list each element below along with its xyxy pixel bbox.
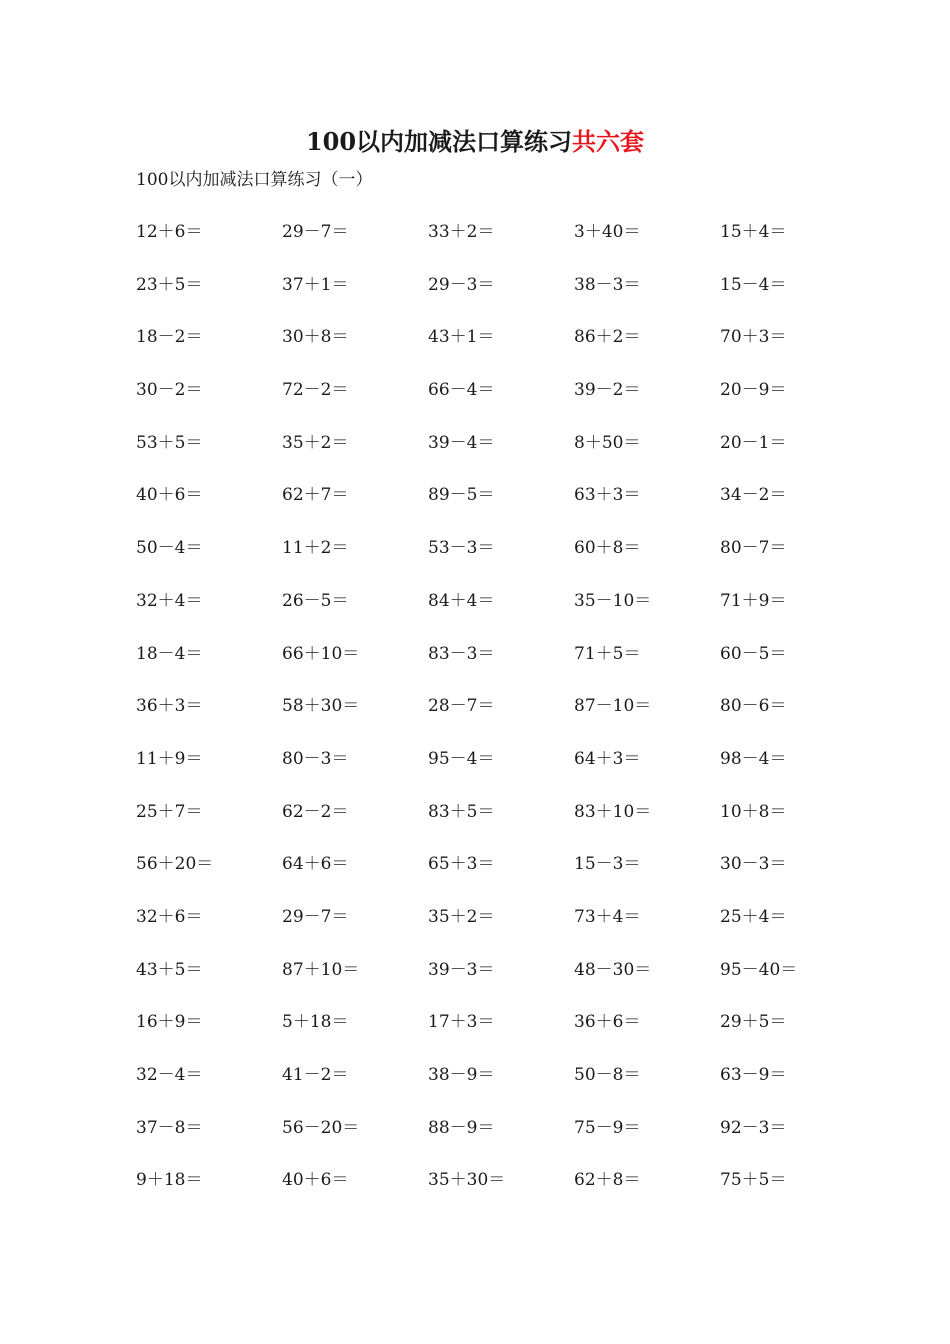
arithmetic-problem: 60＋8＝ (574, 538, 641, 559)
section-title: 100以内加减法口算练习（一） (136, 170, 373, 190)
arithmetic-problem: 25＋7＝ (136, 801, 203, 822)
arithmetic-problem: 25＋4＝ (720, 906, 787, 927)
arithmetic-problem: 38－9＝ (428, 1065, 495, 1085)
arithmetic-problem: 35＋2＝ (428, 906, 495, 927)
arithmetic-problem: 15＋4＝ (720, 222, 787, 242)
arithmetic-problem: 56－20＝ (282, 1117, 360, 1138)
arithmetic-problem: 30＋8＝ (282, 327, 349, 348)
arithmetic-problem: 83＋5＝ (428, 801, 495, 822)
arithmetic-problem: 35＋2＝ (282, 432, 349, 453)
arithmetic-problem: 36＋3＝ (136, 696, 203, 717)
arithmetic-problem: 29－7＝ (282, 222, 349, 242)
arithmetic-problem: 63－9＝ (720, 1065, 787, 1085)
arithmetic-problem: 32＋6＝ (136, 906, 203, 927)
arithmetic-problem: 39－3＝ (428, 959, 495, 980)
arithmetic-problem: 12＋6＝ (136, 222, 203, 242)
arithmetic-problem: 5＋18＝ (282, 1012, 349, 1033)
arithmetic-problem: 63＋3＝ (574, 485, 641, 506)
arithmetic-problem: 64＋6＝ (282, 854, 349, 875)
arithmetic-problem: 20－9＝ (720, 380, 787, 401)
arithmetic-problem: 87＋10＝ (282, 959, 360, 980)
arithmetic-problem: 39－4＝ (428, 432, 495, 453)
arithmetic-problem: 87－10＝ (574, 696, 652, 717)
arithmetic-problem: 92－3＝ (720, 1117, 787, 1138)
arithmetic-problem: 20－1＝ (720, 432, 787, 453)
arithmetic-problem: 88－9＝ (428, 1117, 495, 1138)
arithmetic-problem: 35－10＝ (574, 590, 652, 611)
arithmetic-problem: 72－2＝ (282, 380, 349, 401)
arithmetic-problem: 9＋18＝ (136, 1170, 203, 1191)
arithmetic-problem: 80－7＝ (720, 538, 787, 559)
arithmetic-problem: 40＋6＝ (282, 1170, 349, 1191)
arithmetic-problem: 95－4＝ (428, 748, 495, 769)
arithmetic-problem: 66＋10＝ (282, 643, 360, 664)
arithmetic-problem: 17＋3＝ (428, 1012, 495, 1033)
arithmetic-problem: 8＋50＝ (574, 432, 641, 453)
arithmetic-problem: 28－7＝ (428, 696, 495, 717)
arithmetic-problem: 83－3＝ (428, 643, 495, 664)
arithmetic-problem: 10＋8＝ (720, 801, 787, 822)
page-title-main: 100以内加减法口算练习 (305, 127, 573, 156)
arithmetic-problem: 48－30＝ (574, 959, 652, 980)
arithmetic-problem: 73＋4＝ (574, 906, 641, 927)
arithmetic-problem: 65＋3＝ (428, 854, 495, 875)
arithmetic-problem: 11＋9＝ (136, 748, 203, 769)
arithmetic-problem: 39－2＝ (574, 380, 641, 401)
arithmetic-problem: 11＋2＝ (282, 538, 349, 559)
arithmetic-problem: 32－4＝ (136, 1065, 203, 1085)
page-title (0, 126, 950, 158)
arithmetic-problem: 98－4＝ (720, 748, 787, 769)
arithmetic-problem: 41－2＝ (282, 1065, 349, 1085)
arithmetic-problem: 83＋10＝ (574, 801, 652, 822)
arithmetic-problem: 53－3＝ (428, 538, 495, 559)
arithmetic-problem: 18－4＝ (136, 643, 203, 664)
arithmetic-problem: 62＋7＝ (282, 485, 349, 506)
arithmetic-problem: 62－2＝ (282, 801, 349, 822)
arithmetic-problem: 70＋3＝ (720, 327, 787, 348)
arithmetic-problem: 80－3＝ (282, 748, 349, 769)
arithmetic-problem: 58＋30＝ (282, 696, 360, 717)
arithmetic-problem: 86＋2＝ (574, 327, 641, 348)
arithmetic-problem: 50－4＝ (136, 538, 203, 559)
arithmetic-problem: 64＋3＝ (574, 748, 641, 769)
arithmetic-problem: 66－4＝ (428, 380, 495, 401)
arithmetic-problem: 71＋5＝ (574, 643, 641, 664)
arithmetic-problem: 32＋4＝ (136, 590, 203, 611)
arithmetic-problem: 3＋40＝ (574, 222, 641, 242)
arithmetic-problem: 16＋9＝ (136, 1012, 203, 1033)
problem-grid (136, 218, 876, 1219)
page-title-accent: 共六套 (572, 127, 645, 156)
arithmetic-problem: 40＋6＝ (136, 485, 203, 506)
arithmetic-problem: 75－9＝ (574, 1117, 641, 1138)
arithmetic-problem: 43＋5＝ (136, 959, 203, 980)
arithmetic-problem: 29－7＝ (282, 906, 349, 927)
arithmetic-problem: 34－2＝ (720, 485, 787, 506)
arithmetic-problem: 37＋1＝ (282, 274, 349, 295)
arithmetic-problem: 71＋9＝ (720, 590, 787, 611)
arithmetic-problem: 15－3＝ (574, 854, 641, 875)
arithmetic-problem: 35＋30＝ (428, 1170, 506, 1191)
arithmetic-problem: 60－5＝ (720, 643, 787, 664)
arithmetic-problem: 36＋6＝ (574, 1012, 641, 1033)
arithmetic-problem: 43＋1＝ (428, 327, 495, 348)
arithmetic-problem: 75＋5＝ (720, 1170, 787, 1191)
arithmetic-problem: 29－3＝ (428, 274, 495, 295)
arithmetic-problem: 62＋8＝ (574, 1170, 641, 1191)
arithmetic-problem: 30－2＝ (136, 380, 203, 401)
arithmetic-problem: 33＋2＝ (428, 222, 495, 242)
arithmetic-problem: 80－6＝ (720, 696, 787, 717)
arithmetic-problem: 89－5＝ (428, 485, 495, 506)
arithmetic-problem: 23＋5＝ (136, 274, 203, 295)
arithmetic-problem: 95－40＝ (720, 959, 798, 980)
arithmetic-problem: 15－4＝ (720, 274, 787, 295)
arithmetic-problem: 53＋5＝ (136, 432, 203, 453)
arithmetic-problem: 18－2＝ (136, 327, 203, 348)
arithmetic-problem: 37－8＝ (136, 1117, 203, 1138)
arithmetic-problem: 56＋20＝ (136, 854, 214, 875)
arithmetic-problem: 84＋4＝ (428, 590, 495, 611)
arithmetic-problem: 29＋5＝ (720, 1012, 787, 1033)
arithmetic-problem: 30－3＝ (720, 854, 787, 875)
arithmetic-problem: 50－8＝ (574, 1065, 641, 1085)
arithmetic-problem: 26－5＝ (282, 590, 349, 611)
arithmetic-problem: 38－3＝ (574, 274, 641, 295)
